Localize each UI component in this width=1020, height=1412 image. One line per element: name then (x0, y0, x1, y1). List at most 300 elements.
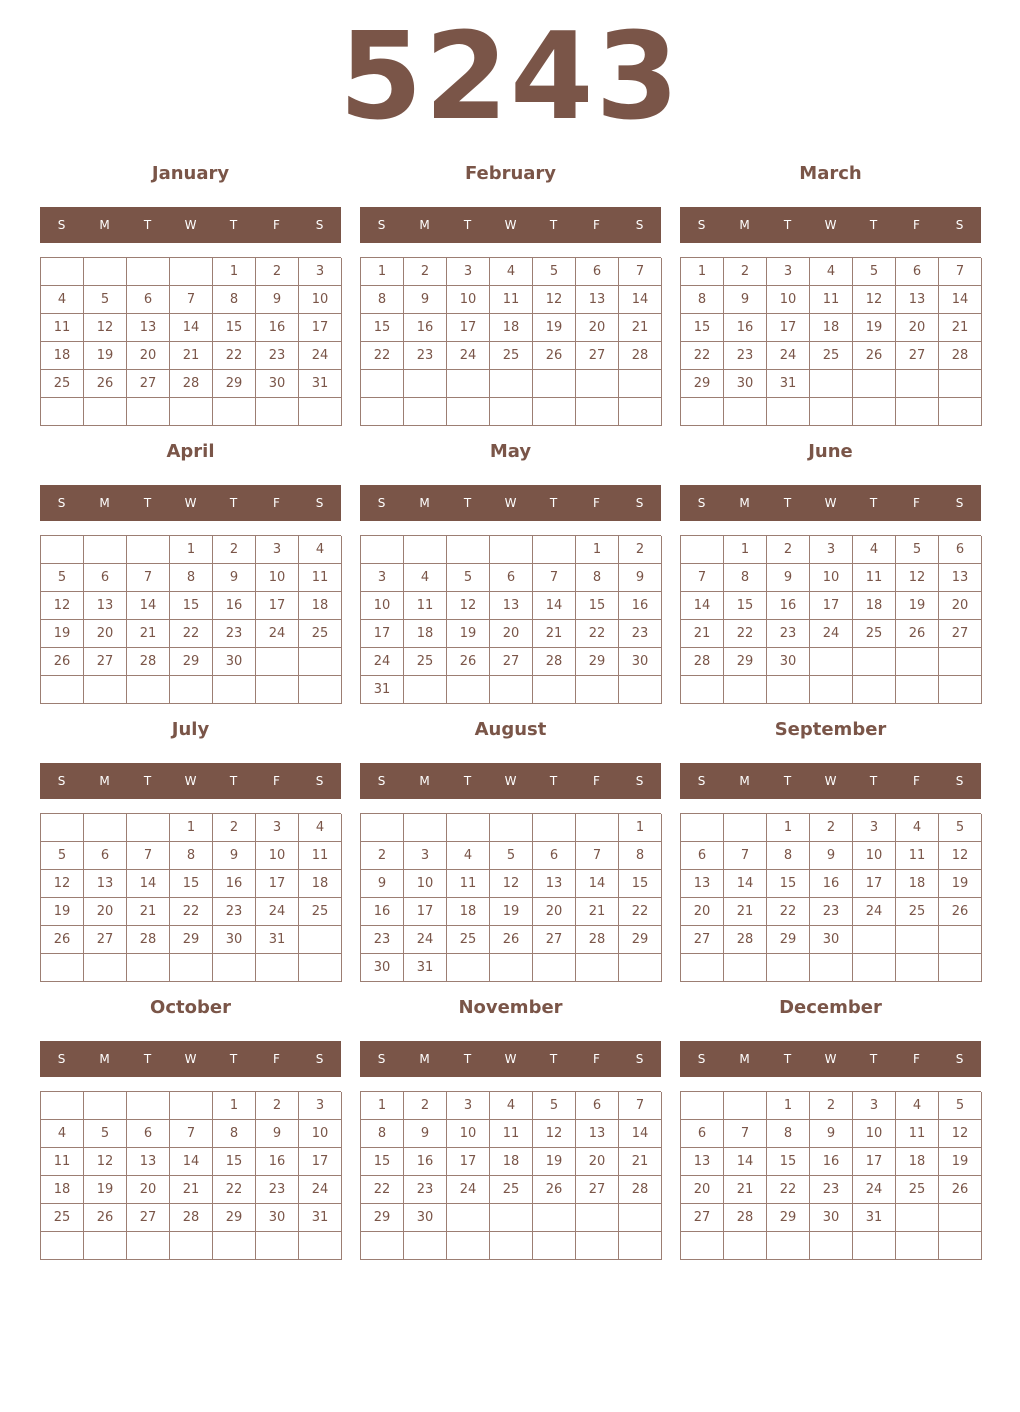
day-cell: 30 (767, 648, 810, 676)
day-cell: 23 (361, 926, 404, 954)
day-cell: 5 (939, 1092, 982, 1120)
empty-day-cell (896, 954, 939, 982)
day-cell: 11 (299, 842, 342, 870)
day-cell: 14 (724, 1148, 767, 1176)
weekday-label: W (184, 218, 197, 232)
weekday-label: W (824, 218, 837, 232)
weekday-label: W (824, 1052, 837, 1066)
day-cell: 22 (213, 1176, 256, 1204)
day-cell: 26 (533, 1176, 576, 1204)
empty-day-cell (576, 1204, 619, 1232)
day-cell: 19 (533, 1148, 576, 1176)
empty-day-cell (41, 954, 84, 982)
empty-day-cell (361, 814, 404, 842)
empty-day-cell (299, 676, 342, 704)
day-cell: 27 (533, 926, 576, 954)
day-cell: 28 (127, 926, 170, 954)
empty-day-cell (619, 1204, 662, 1232)
empty-day-cell (533, 1204, 576, 1232)
day-cell: 19 (41, 620, 84, 648)
day-cell: 6 (533, 842, 576, 870)
weekday-header (40, 207, 341, 243)
empty-day-cell (853, 1232, 896, 1260)
day-cell: 20 (127, 342, 170, 370)
empty-day-cell (404, 814, 447, 842)
empty-day-cell (810, 648, 853, 676)
weekday-label: T (143, 218, 152, 232)
day-cell: 7 (170, 1120, 213, 1148)
day-cell: 22 (361, 342, 404, 370)
day-cell: 16 (404, 1148, 447, 1176)
weekday-label: T (783, 496, 792, 510)
empty-day-cell (896, 398, 939, 426)
empty-day-cell (619, 954, 662, 982)
day-cell: 6 (84, 842, 127, 870)
day-cell: 14 (127, 870, 170, 898)
weekday-label: S (315, 218, 324, 232)
day-cell: 8 (767, 1120, 810, 1148)
day-cell: 18 (896, 870, 939, 898)
day-cell: 7 (724, 1120, 767, 1148)
day-cell: 23 (404, 1176, 447, 1204)
weekday-label: W (504, 774, 517, 788)
empty-day-cell (939, 370, 982, 398)
empty-day-cell (576, 814, 619, 842)
weekday-header (360, 1041, 661, 1077)
day-cell: 26 (84, 1204, 127, 1232)
day-cell: 18 (447, 898, 490, 926)
weekday-label: M (739, 218, 750, 232)
day-cell: 29 (170, 648, 213, 676)
day-cell: 22 (724, 620, 767, 648)
day-cell: 23 (619, 620, 662, 648)
empty-day-cell (447, 814, 490, 842)
day-cell: 9 (810, 842, 853, 870)
weekday-label: T (143, 496, 152, 510)
empty-day-cell (299, 648, 342, 676)
day-cell: 2 (404, 258, 447, 286)
day-cell: 8 (681, 286, 724, 314)
empty-day-cell (84, 1232, 127, 1260)
empty-day-cell (256, 398, 299, 426)
day-cell: 14 (170, 314, 213, 342)
empty-day-cell (84, 1092, 127, 1120)
weekday-label: F (913, 218, 920, 232)
month-name: December (779, 997, 882, 1018)
day-cell: 17 (853, 870, 896, 898)
empty-day-cell (576, 398, 619, 426)
weekday-header (360, 485, 661, 521)
weekday-label: M (99, 774, 110, 788)
day-cell: 17 (404, 898, 447, 926)
empty-day-cell (533, 814, 576, 842)
day-cell: 16 (404, 314, 447, 342)
day-cell: 9 (404, 1120, 447, 1148)
day-cell: 17 (767, 314, 810, 342)
day-cell: 20 (681, 1176, 724, 1204)
weekday-label: S (315, 774, 324, 788)
day-cell: 11 (853, 564, 896, 592)
day-cell: 12 (533, 286, 576, 314)
empty-day-cell (896, 1232, 939, 1260)
day-cell: 19 (533, 314, 576, 342)
day-cell: 8 (576, 564, 619, 592)
day-cell: 5 (896, 536, 939, 564)
empty-day-cell (41, 1232, 84, 1260)
empty-day-cell (127, 676, 170, 704)
month-name: June (808, 441, 853, 462)
day-cell: 31 (361, 676, 404, 704)
day-cell: 17 (256, 870, 299, 898)
day-cell: 2 (361, 842, 404, 870)
day-cell: 6 (681, 842, 724, 870)
day-cell: 18 (299, 592, 342, 620)
empty-day-cell (681, 954, 724, 982)
day-cell: 1 (170, 814, 213, 842)
day-cell: 31 (767, 370, 810, 398)
day-cell: 6 (681, 1120, 724, 1148)
day-cell: 30 (724, 370, 767, 398)
day-cell: 4 (490, 258, 533, 286)
day-cell: 14 (127, 592, 170, 620)
empty-day-cell (404, 536, 447, 564)
weekday-label: T (463, 1052, 472, 1066)
day-cell: 26 (853, 342, 896, 370)
day-cell: 12 (896, 564, 939, 592)
day-cell: 10 (810, 564, 853, 592)
empty-day-cell (681, 1232, 724, 1260)
day-cell: 8 (619, 842, 662, 870)
day-cell: 6 (576, 258, 619, 286)
day-cell: 13 (84, 592, 127, 620)
empty-day-cell (939, 398, 982, 426)
day-cell: 18 (490, 1148, 533, 1176)
day-cell: 24 (447, 342, 490, 370)
day-cell: 24 (853, 1176, 896, 1204)
weekday-label: M (419, 496, 430, 510)
empty-day-cell (939, 676, 982, 704)
weekday-label: F (913, 774, 920, 788)
day-cell: 14 (724, 870, 767, 898)
day-cell: 27 (939, 620, 982, 648)
day-cell: 4 (299, 814, 342, 842)
day-cell: 10 (299, 286, 342, 314)
empty-day-cell (170, 1232, 213, 1260)
empty-day-cell (939, 926, 982, 954)
day-cell: 28 (576, 926, 619, 954)
day-cell: 26 (533, 342, 576, 370)
day-grid (360, 813, 661, 982)
day-cell: 21 (619, 1148, 662, 1176)
day-cell: 21 (939, 314, 982, 342)
day-cell: 1 (767, 814, 810, 842)
day-cell: 13 (896, 286, 939, 314)
empty-day-cell (447, 676, 490, 704)
day-cell: 9 (213, 564, 256, 592)
day-cell: 9 (361, 870, 404, 898)
empty-day-cell (853, 648, 896, 676)
day-cell: 3 (447, 1092, 490, 1120)
day-cell: 12 (533, 1120, 576, 1148)
day-cell: 14 (533, 592, 576, 620)
month-name: October (150, 997, 231, 1018)
weekday-label: T (143, 774, 152, 788)
month-name: September (774, 719, 887, 740)
weekday-header (360, 763, 661, 799)
day-cell: 23 (767, 620, 810, 648)
empty-day-cell (299, 926, 342, 954)
day-cell: 20 (533, 898, 576, 926)
empty-day-cell (939, 954, 982, 982)
weekday-label: F (273, 774, 280, 788)
weekday-label: W (184, 1052, 197, 1066)
day-cell: 13 (127, 1148, 170, 1176)
weekday-label: S (697, 218, 706, 232)
day-cell: 20 (576, 1148, 619, 1176)
day-cell: 1 (576, 536, 619, 564)
day-cell: 19 (447, 620, 490, 648)
day-grid (680, 257, 981, 426)
empty-day-cell (724, 954, 767, 982)
day-cell: 10 (853, 842, 896, 870)
weekday-label: S (955, 774, 964, 788)
empty-day-cell (41, 536, 84, 564)
weekday-label: M (99, 218, 110, 232)
day-cell: 29 (576, 648, 619, 676)
day-cell: 9 (404, 286, 447, 314)
day-cell: 13 (127, 314, 170, 342)
day-cell: 6 (896, 258, 939, 286)
weekday-header (40, 763, 341, 799)
empty-day-cell (810, 398, 853, 426)
day-cell: 24 (447, 1176, 490, 1204)
empty-day-cell (84, 398, 127, 426)
day-cell: 29 (724, 648, 767, 676)
day-cell: 8 (767, 842, 810, 870)
empty-day-cell (724, 398, 767, 426)
day-cell: 26 (41, 648, 84, 676)
day-cell: 20 (490, 620, 533, 648)
day-cell: 3 (361, 564, 404, 592)
day-cell: 6 (84, 564, 127, 592)
empty-day-cell (896, 1204, 939, 1232)
day-cell: 31 (404, 954, 447, 982)
empty-day-cell (361, 398, 404, 426)
empty-day-cell (127, 1232, 170, 1260)
weekday-label: W (824, 774, 837, 788)
day-cell: 17 (810, 592, 853, 620)
day-cell: 19 (939, 870, 982, 898)
day-cell: 3 (256, 814, 299, 842)
day-cell: 29 (619, 926, 662, 954)
year-title: 5243 (339, 8, 681, 147)
day-cell: 28 (619, 1176, 662, 1204)
weekday-label: T (549, 218, 558, 232)
day-cell: 26 (939, 898, 982, 926)
weekday-label: M (419, 218, 430, 232)
day-cell: 3 (256, 536, 299, 564)
day-cell: 18 (490, 314, 533, 342)
day-cell: 27 (490, 648, 533, 676)
day-cell: 4 (447, 842, 490, 870)
day-grid (680, 1091, 981, 1260)
day-cell: 28 (681, 648, 724, 676)
day-cell: 21 (681, 620, 724, 648)
day-cell: 15 (213, 1148, 256, 1176)
day-cell: 19 (84, 1176, 127, 1204)
day-cell: 2 (404, 1092, 447, 1120)
empty-day-cell (896, 676, 939, 704)
day-cell: 10 (299, 1120, 342, 1148)
empty-day-cell (170, 258, 213, 286)
empty-day-cell (41, 1092, 84, 1120)
day-cell: 17 (447, 314, 490, 342)
day-cell: 26 (84, 370, 127, 398)
day-cell: 24 (256, 620, 299, 648)
day-cell: 9 (256, 1120, 299, 1148)
day-cell: 7 (576, 842, 619, 870)
day-cell: 10 (447, 1120, 490, 1148)
empty-day-cell (170, 676, 213, 704)
empty-day-cell (767, 1232, 810, 1260)
day-cell: 12 (84, 1148, 127, 1176)
day-cell: 3 (853, 814, 896, 842)
day-cell: 3 (299, 258, 342, 286)
day-cell: 3 (447, 258, 490, 286)
day-cell: 25 (41, 1204, 84, 1232)
day-grid (40, 535, 341, 704)
day-cell: 22 (681, 342, 724, 370)
day-cell: 6 (127, 286, 170, 314)
day-cell: 15 (681, 314, 724, 342)
weekday-label: S (57, 218, 66, 232)
weekday-label: T (783, 774, 792, 788)
empty-day-cell (681, 814, 724, 842)
month-name: February (464, 163, 557, 184)
weekday-label: S (635, 496, 644, 510)
empty-day-cell (896, 926, 939, 954)
day-cell: 7 (533, 564, 576, 592)
day-cell: 10 (767, 286, 810, 314)
empty-day-cell (256, 676, 299, 704)
day-cell: 22 (170, 898, 213, 926)
day-cell: 30 (361, 954, 404, 982)
day-cell: 20 (896, 314, 939, 342)
day-cell: 22 (576, 620, 619, 648)
day-cell: 28 (724, 926, 767, 954)
empty-day-cell (490, 536, 533, 564)
day-cell: 24 (810, 620, 853, 648)
day-cell: 28 (170, 370, 213, 398)
weekday-label: F (913, 1052, 920, 1066)
day-cell: 25 (447, 926, 490, 954)
day-cell: 21 (576, 898, 619, 926)
day-cell: 15 (767, 1148, 810, 1176)
day-cell: 11 (896, 1120, 939, 1148)
weekday-label: S (635, 774, 644, 788)
day-cell: 11 (490, 1120, 533, 1148)
empty-day-cell (213, 1232, 256, 1260)
day-cell: 4 (810, 258, 853, 286)
weekday-label: S (315, 496, 324, 510)
weekday-label: T (463, 218, 472, 232)
weekday-label: S (377, 1052, 386, 1066)
empty-day-cell (724, 814, 767, 842)
weekday-label: W (504, 496, 517, 510)
empty-day-cell (681, 536, 724, 564)
day-cell: 25 (299, 620, 342, 648)
day-cell: 7 (170, 286, 213, 314)
day-cell: 4 (404, 564, 447, 592)
day-cell: 23 (256, 1176, 299, 1204)
day-cell: 8 (213, 286, 256, 314)
empty-day-cell (447, 370, 490, 398)
empty-day-cell (724, 1092, 767, 1120)
day-grid (360, 535, 661, 704)
weekday-label: T (869, 218, 878, 232)
day-cell: 17 (853, 1148, 896, 1176)
empty-day-cell (490, 954, 533, 982)
day-cell: 27 (127, 1204, 170, 1232)
weekday-header (360, 207, 661, 243)
day-cell: 20 (84, 620, 127, 648)
day-cell: 29 (170, 926, 213, 954)
day-cell: 23 (810, 898, 853, 926)
day-cell: 26 (896, 620, 939, 648)
day-cell: 16 (810, 870, 853, 898)
day-cell: 26 (41, 926, 84, 954)
empty-day-cell (127, 536, 170, 564)
empty-day-cell (767, 954, 810, 982)
day-cell: 7 (724, 842, 767, 870)
empty-day-cell (447, 1204, 490, 1232)
weekday-header (680, 485, 981, 521)
day-cell: 21 (127, 898, 170, 926)
day-cell: 7 (127, 564, 170, 592)
day-cell: 5 (41, 842, 84, 870)
day-cell: 23 (256, 342, 299, 370)
day-cell: 19 (490, 898, 533, 926)
weekday-label: W (824, 496, 837, 510)
day-cell: 12 (41, 592, 84, 620)
day-cell: 26 (490, 926, 533, 954)
day-cell: 22 (213, 342, 256, 370)
day-cell: 3 (810, 536, 853, 564)
day-cell: 18 (853, 592, 896, 620)
day-cell: 9 (213, 842, 256, 870)
weekday-label: T (229, 218, 238, 232)
day-cell: 17 (361, 620, 404, 648)
empty-day-cell (361, 370, 404, 398)
day-cell: 30 (810, 926, 853, 954)
empty-day-cell (681, 676, 724, 704)
day-cell: 29 (361, 1204, 404, 1232)
day-cell: 17 (299, 314, 342, 342)
empty-day-cell (939, 1232, 982, 1260)
day-cell: 27 (681, 1204, 724, 1232)
day-cell: 13 (576, 1120, 619, 1148)
empty-day-cell (619, 398, 662, 426)
weekday-label: S (635, 218, 644, 232)
empty-day-cell (576, 1232, 619, 1260)
empty-day-cell (853, 954, 896, 982)
day-cell: 4 (853, 536, 896, 564)
empty-day-cell (619, 1232, 662, 1260)
empty-day-cell (490, 370, 533, 398)
day-cell: 27 (84, 648, 127, 676)
day-cell: 5 (41, 564, 84, 592)
day-cell: 4 (896, 1092, 939, 1120)
